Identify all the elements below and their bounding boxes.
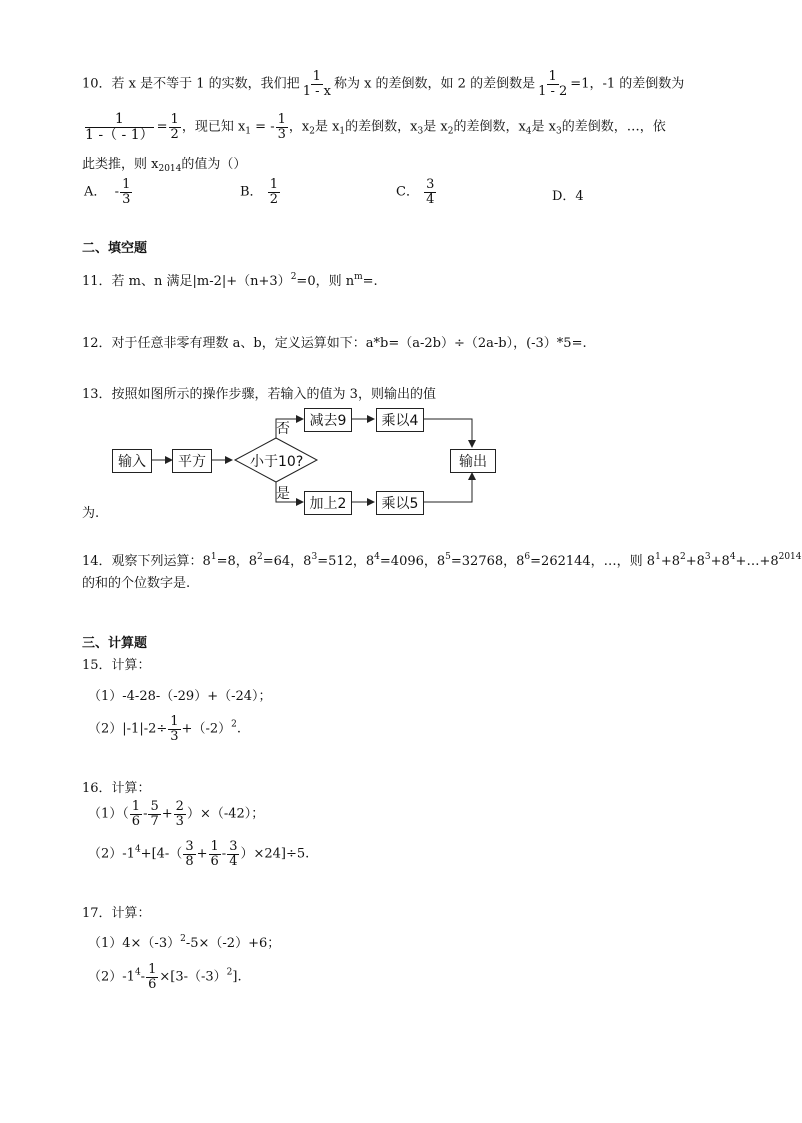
flow-input-box: 输入 bbox=[112, 449, 152, 473]
flow-times4-box: 乘以4 bbox=[376, 408, 424, 432]
q16-part1: （1）（ $\frac{1}{6}$ - $\frac{5}{7}$ + $\frac{2}{3}$ ）×（-42）； bbox=[88, 799, 265, 829]
flow-output-box: 输出 bbox=[450, 449, 496, 473]
q16-title: 16．计算： bbox=[82, 781, 151, 796]
flow-square-box: 平方 bbox=[172, 449, 212, 473]
fraction: $\frac{3}{4}$ bbox=[229, 839, 238, 869]
q11: 11．若 m、n 满足$|m-2|+(n+3)^2=0$，则 $n^m=$. bbox=[82, 272, 378, 289]
q17-title: 17．计算： bbox=[82, 906, 151, 921]
arrow bbox=[422, 473, 472, 502]
q10-line2: $\frac{1}{1 -( - 1)}$ = $\frac{1}{2}$ ，现已知 $x_1$ = - $\frac{1}{3}$ ，$x_2$是 $x_1$的差倒数，$x_3$是 $x_2$的差倒数，$x_4$是 $x_3$的差倒数，…，依 bbox=[85, 111, 666, 143]
option-d: D．4 bbox=[552, 189, 584, 204]
fraction: $\frac{1}{6}$ bbox=[210, 839, 219, 869]
q16-part2: $(2)-1^4+[4-$（ $\frac{3}{8}$ + $\frac{1}{6}$ - $\frac{3}{4}$ ）×24]÷5. bbox=[88, 839, 310, 869]
option-a: A． - $\frac{1}{3}$ bbox=[84, 177, 131, 207]
q15-title: 15．计算： bbox=[82, 658, 151, 673]
fraction: $\frac{1}{1 - 2}$ bbox=[538, 69, 568, 99]
fraction: $\frac{3}{8}$ bbox=[185, 839, 194, 869]
option-b: B． $\frac{1}{2}$ bbox=[240, 177, 278, 207]
q13-text: 13．按照如图所示的操作步骤，若输入的值为 3，则输出的值 bbox=[82, 387, 436, 402]
option-c: C． $\frac{3}{4}$ bbox=[396, 177, 435, 207]
q10-line1: 10．若 x 是不等于 1 的实数，我们把 $\frac{1}{1 - x}$ 称为 x 的差倒数，如 2 的差倒数是 $\frac{1}{1 - 2}$ =1，-1 的差倒数为 bbox=[82, 69, 685, 99]
fraction: $\frac{5}{7}$ bbox=[150, 799, 159, 829]
q15-part1: （1）-4-28-（-29）+（-24）； bbox=[88, 689, 272, 704]
flow-no-label: 否 bbox=[276, 421, 290, 437]
flow-plus2-box: 加上2 bbox=[304, 491, 352, 515]
q12: 12．对于任意非零有理数 a、b，定义运算如下：a*b=（a-2b）÷（2a-b），(-3）*5=. bbox=[82, 336, 587, 351]
q15-part2: （2）|-1|-2÷ $\frac{1}{3}$ $+(-2)^2$. bbox=[88, 714, 241, 744]
fraction: $\frac{1}{2}$ bbox=[170, 112, 179, 142]
arrow bbox=[422, 419, 472, 447]
flow-times5-box: 乘以5 bbox=[376, 491, 424, 515]
fraction: $\frac{1}{1 - x}$ bbox=[302, 69, 331, 99]
q10-text: 10．若 x 是不等于 1 的实数，我们把 bbox=[82, 76, 300, 92]
flow-minus9-box: 减去9 bbox=[304, 408, 352, 432]
flow-decision-label: 小于10? bbox=[250, 454, 304, 470]
fraction: $\frac{3}{4}$ bbox=[426, 177, 435, 207]
fraction: $\frac{1}{6}$ bbox=[148, 962, 157, 992]
q14-line2: 的和的个位数字是. bbox=[82, 576, 191, 591]
q10-line3: 此类推，则 $x_{2014}$的值为（） bbox=[82, 157, 247, 174]
section-title: 二、填空题 bbox=[82, 241, 148, 256]
fraction: $\frac{1}{3}$ bbox=[170, 714, 179, 744]
fraction: $\frac{1}{6}$ bbox=[131, 799, 141, 829]
flow-yes-label: 是 bbox=[276, 486, 290, 502]
q17-part2: $(2)-1^4-$ $\frac{1}{6}$ $\times[3-(-3)^2]$. bbox=[88, 962, 242, 992]
section-title: 三、计算题 bbox=[82, 636, 148, 651]
fraction: $\frac{1}{3}$ bbox=[122, 177, 131, 207]
fraction: $\frac{1}{3}$ bbox=[277, 112, 286, 142]
q17-part1: $(1)4\times(-3)^2-5\times(-2)+6$； bbox=[88, 934, 281, 951]
fraction: $\frac{1}{1 -( - 1)}$ bbox=[85, 111, 154, 143]
fraction: $\frac{2}{3}$ bbox=[175, 799, 184, 829]
q13-tail: 为. bbox=[82, 506, 100, 521]
q14-line1: 14．观察下列运算：$8^1=8$，$8^2=64$，$8^3=512$，$8^4=4096$，$8^5=32768$，$8^6=262144$，…，则 $8^1+8^2+8^3+8^4+\dots+8^{2014}$ bbox=[82, 552, 802, 569]
fraction: $\frac{1}{2}$ bbox=[269, 177, 278, 207]
